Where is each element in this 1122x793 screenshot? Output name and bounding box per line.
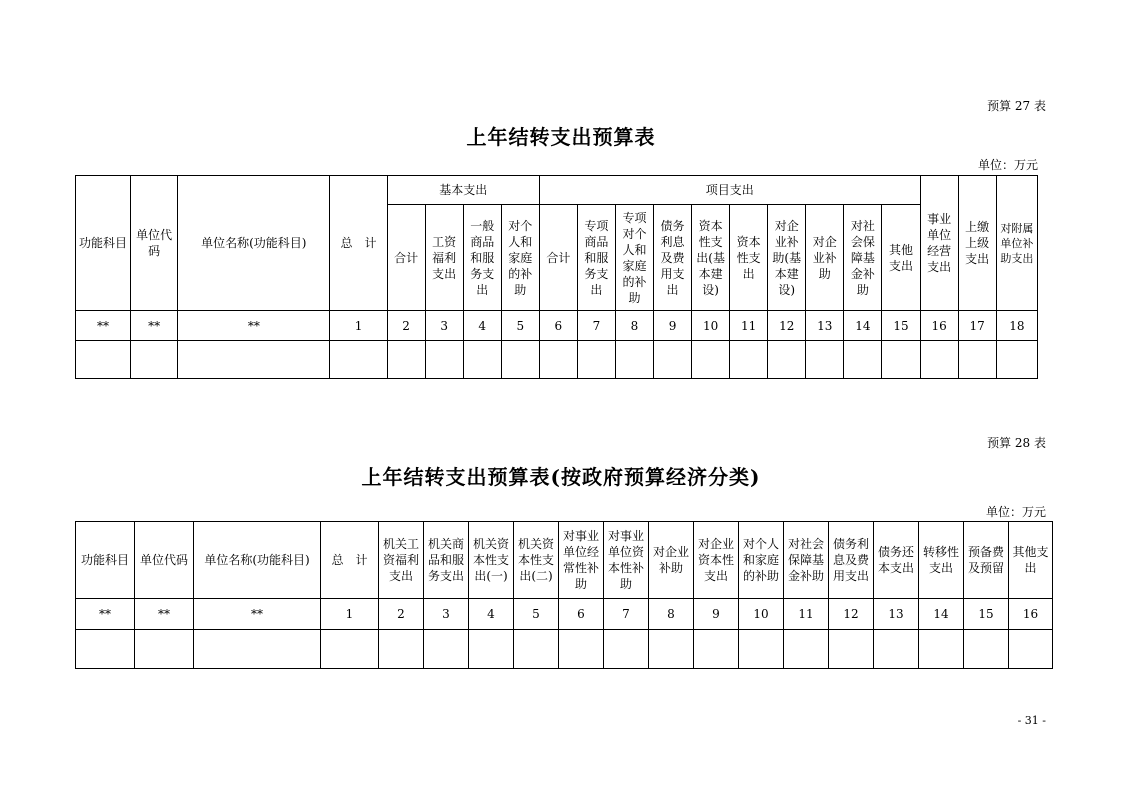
data-cell (131, 341, 178, 379)
index-cell: 11 (730, 311, 768, 341)
data-cell (604, 630, 649, 669)
index-cell: 9 (654, 311, 692, 341)
index-cell: ** (178, 311, 330, 341)
data-cell (882, 341, 920, 379)
header-econ-1: 机关工资福利支出 (379, 522, 424, 599)
data-cell (996, 341, 1037, 379)
header-econ-15: 其他支出 (1009, 522, 1053, 599)
data-cell (387, 341, 425, 379)
budget-table-28 (75, 521, 1053, 669)
header-total: 总 计 (330, 176, 387, 311)
header-tail-2: 上缴上级支出 (958, 176, 996, 311)
index-cell: 11 (784, 599, 829, 630)
header-code: 单位代码 (131, 176, 178, 311)
index-cell: 13 (874, 599, 919, 630)
data-cell (501, 341, 539, 379)
data-cell (76, 341, 131, 379)
data-cell (615, 341, 653, 379)
form-number-28: 预算 28 表 (987, 436, 1046, 450)
header-basic-3: 一般商品和服务支出 (463, 205, 501, 311)
data-cell (1009, 630, 1053, 669)
data-cell (330, 341, 387, 379)
header-project-6: 资本性支出 (730, 205, 768, 311)
table1-unit: 单位：万元 (977, 158, 1038, 172)
group-project: 项目支出 (539, 176, 920, 205)
header-econ-4: 机关资本性支出(二) (514, 522, 559, 599)
header-econ-2: 机关商品和服务支出 (424, 522, 469, 599)
index-cell: 5 (501, 311, 539, 341)
header-project-3: 专项对个人和家庭的补助 (615, 205, 653, 311)
data-cell (920, 341, 958, 379)
index-cell: 7 (577, 311, 615, 341)
index-cell: 9 (694, 599, 739, 630)
index-cell: 3 (425, 311, 463, 341)
table1-title: 上年结转支出预算表 (466, 125, 656, 149)
index-cell: 16 (1009, 599, 1053, 630)
data-cell (649, 630, 694, 669)
data-cell (577, 341, 615, 379)
form-number-27: 预算 27 表 (987, 99, 1046, 113)
header-project-1: 合计 (539, 205, 577, 311)
data-cell (379, 630, 424, 669)
index-cell: 1 (330, 311, 387, 341)
index-cell: ** (135, 599, 194, 630)
data-cell (768, 341, 806, 379)
header-econ-5: 对事业单位经常性补助 (559, 522, 604, 599)
data-cell (739, 630, 784, 669)
data-cell (784, 630, 829, 669)
index-cell: 6 (559, 599, 604, 630)
data-cell (806, 341, 844, 379)
header-tail-1: 事业单位经营支出 (920, 176, 958, 311)
budget-table-27 (75, 175, 1038, 379)
index-cell: 16 (920, 311, 958, 341)
index-cell: 4 (463, 311, 501, 341)
data-cell (469, 630, 514, 669)
index-cell: 18 (996, 311, 1037, 341)
index-cell: ** (76, 311, 131, 341)
index-cell: ** (76, 599, 135, 630)
index-cell: 4 (469, 599, 514, 630)
data-cell (829, 630, 874, 669)
header-project-10: 其他支出 (882, 205, 920, 311)
index-cell: 10 (739, 599, 784, 630)
header-econ-3: 机关资本性支出(一) (469, 522, 514, 599)
index-cell: 8 (615, 311, 653, 341)
header-name: 单位名称(功能科目) (194, 522, 321, 599)
index-cell: 6 (539, 311, 577, 341)
data-cell (692, 341, 730, 379)
data-cell (178, 341, 330, 379)
header-project-7: 对企业补助(基本建设) (768, 205, 806, 311)
index-cell: 5 (514, 599, 559, 630)
page-number: - 31 - (1017, 714, 1046, 727)
data-cell (958, 341, 996, 379)
data-cell (654, 341, 692, 379)
header-project-9: 对社会保障基金补助 (844, 205, 882, 311)
data-cell (559, 630, 604, 669)
data-cell (539, 341, 577, 379)
header-project-8: 对企业补助 (806, 205, 844, 311)
data-cell (424, 630, 469, 669)
data-cell (964, 630, 1009, 669)
index-cell: ** (131, 311, 178, 341)
index-cell: 13 (806, 311, 844, 341)
header-tail-3: 对附属单位补助支出 (996, 176, 1037, 311)
group-basic: 基本支出 (387, 176, 539, 205)
header-econ-13: 转移性支出 (919, 522, 964, 599)
index-cell: 17 (958, 311, 996, 341)
header-econ-12: 债务还本支出 (874, 522, 919, 599)
header-total: 总 计 (321, 522, 379, 599)
table2-title: 上年结转支出预算表(按政府预算经济分类) (361, 465, 761, 489)
index-cell: 10 (692, 311, 730, 341)
index-cell: 15 (964, 599, 1009, 630)
data-cell (135, 630, 194, 669)
header-econ-6: 对事业单位资本性补助 (604, 522, 649, 599)
index-cell: 2 (387, 311, 425, 341)
index-cell: 3 (424, 599, 469, 630)
header-func: 功能科目 (76, 176, 131, 311)
header-project-5: 资本性支出(基本建设) (692, 205, 730, 311)
header-func: 功能科目 (76, 522, 135, 599)
data-cell (844, 341, 882, 379)
header-econ-8: 对企业资本性支出 (694, 522, 739, 599)
data-cell (425, 341, 463, 379)
index-cell: 12 (768, 311, 806, 341)
data-cell (919, 630, 964, 669)
header-econ-11: 债务利息及费用支出 (829, 522, 874, 599)
header-code: 单位代码 (135, 522, 194, 599)
data-cell (694, 630, 739, 669)
table2-unit: 单位：万元 (985, 505, 1046, 519)
header-basic-4: 对个人和家庭的补助 (501, 205, 539, 311)
index-cell: 1 (321, 599, 379, 630)
data-cell (874, 630, 919, 669)
data-cell (76, 630, 135, 669)
header-project-2: 专项商品和服务支出 (577, 205, 615, 311)
header-econ-10: 对社会保障基金补助 (784, 522, 829, 599)
index-cell: 7 (604, 599, 649, 630)
header-basic-1: 合计 (387, 205, 425, 311)
header-basic-2: 工资福利支出 (425, 205, 463, 311)
data-cell (194, 630, 321, 669)
data-cell (514, 630, 559, 669)
index-cell: 14 (919, 599, 964, 630)
index-cell: 2 (379, 599, 424, 630)
index-cell: 15 (882, 311, 920, 341)
data-cell (730, 341, 768, 379)
header-econ-9: 对个人和家庭的补助 (739, 522, 784, 599)
header-econ-14: 预备费及预留 (964, 522, 1009, 599)
index-cell: 14 (844, 311, 882, 341)
header-name: 单位名称(功能科目) (178, 176, 330, 311)
index-cell: 12 (829, 599, 874, 630)
header-project-4: 债务利息及费用支出 (654, 205, 692, 311)
index-cell: 8 (649, 599, 694, 630)
index-cell: ** (194, 599, 321, 630)
header-econ-7: 对企业补助 (649, 522, 694, 599)
data-cell (321, 630, 379, 669)
data-cell (463, 341, 501, 379)
